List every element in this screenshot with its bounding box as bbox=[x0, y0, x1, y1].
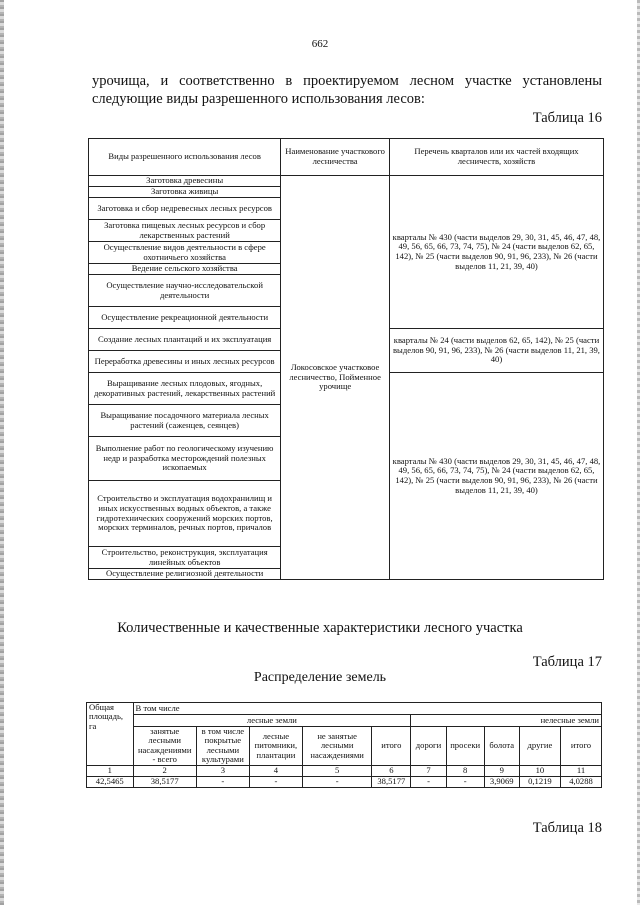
value-cell: - bbox=[446, 776, 484, 787]
use-cell: Выращивание посадочного материала лесных растений (саженцев, сеянцев) bbox=[89, 405, 281, 437]
use-cell: Осуществление рекреационной деятельности bbox=[89, 307, 281, 329]
forestry-cell: Локосовское участковое лесничество, Пойменное урочище bbox=[281, 176, 390, 580]
use-cell: Заготовка и сбор недревесных лесных ресурсов bbox=[89, 198, 281, 220]
table-header-row bbox=[87, 703, 602, 715]
column-number: 10 bbox=[519, 765, 560, 776]
column-header: занятые лесными насаждениями - всего bbox=[133, 727, 196, 766]
value-cell: - bbox=[302, 776, 371, 787]
column-number: 11 bbox=[561, 765, 602, 776]
use-cell: Заготовка пищевых лесных ресурсов и сбор лекарственных растений bbox=[89, 220, 281, 242]
table-header-row bbox=[89, 139, 604, 176]
table-row bbox=[87, 765, 602, 776]
quarters-cell-1: кварталы № 430 (части выделов 29, 30, 31, 45, 46, 47, 48, 49, 56, 65, 66, 73, 74, 75), № 24 (части выделов 62, 65, 142), № 25 (части выделов 90, 91, 96, 233), № 26 (части выделов 11, 21, 39, 40) bbox=[389, 176, 603, 329]
value-cell: - bbox=[196, 776, 249, 787]
column-header: болота bbox=[484, 727, 519, 766]
land-distribution-table bbox=[86, 702, 602, 788]
quarters-cell-2: кварталы № 24 (части выделов 62, 65, 142), № 25 (части выделов 90, 91, 96, 233), № 26 (части выделов 11, 21, 39, 40) bbox=[389, 329, 603, 373]
use-cell: Переработка древесины и иных лесных ресурсов bbox=[89, 351, 281, 373]
column-number: 5 bbox=[302, 765, 371, 776]
use-cell: Заготовка древесины bbox=[89, 176, 281, 187]
intro-paragraph: урочища, и соответственно в проектируемом лесном участке установлены следующие виды разрешенного использования лесов: bbox=[92, 73, 602, 107]
column-header: просеки bbox=[446, 727, 484, 766]
use-cell: Осуществление религиозной деятельности bbox=[89, 569, 281, 580]
table18-caption: Таблица 18 bbox=[532, 820, 602, 836]
table16-caption: Таблица 16 bbox=[532, 110, 602, 126]
column-number: 4 bbox=[249, 765, 302, 776]
use-cell: Заготовка живицы bbox=[89, 187, 281, 198]
header-forestry: Наименование участкового лесничества bbox=[281, 139, 390, 176]
table17-title: Распределение земель bbox=[253, 670, 387, 685]
column-number: 8 bbox=[446, 765, 484, 776]
column-header: лесные питомники, плантации bbox=[249, 727, 302, 766]
section-heading: Количественные и качественные характеристики лесного участка bbox=[117, 620, 523, 636]
use-cell: Осуществление видов деятельности в сфере охотничьего хозяйства bbox=[89, 242, 281, 264]
scan-edge-left bbox=[0, 0, 4, 905]
column-header: итого bbox=[372, 727, 411, 766]
use-cell: Выполнение работ по геологическому изучению недр и разработка месторождений полезных ископаемых bbox=[89, 437, 281, 481]
value-cell: 42,5465 bbox=[87, 776, 134, 787]
table-header-row bbox=[87, 715, 602, 727]
use-cell: Выращивание лесных плодовых, ягодных, декоративных растений, лекарственных растений bbox=[89, 373, 281, 405]
column-number: 1 bbox=[87, 765, 134, 776]
table-row bbox=[87, 776, 602, 787]
value-cell: 38,5177 bbox=[372, 776, 411, 787]
header-nonforest-lands: нелесные земли bbox=[411, 715, 602, 727]
value-cell: 0,1219 bbox=[519, 776, 560, 787]
table-header-row bbox=[87, 727, 602, 766]
header-uses: Виды разрешенного использования лесов bbox=[89, 139, 281, 176]
permitted-uses-table bbox=[88, 138, 604, 580]
use-cell: Строительство и эксплуатация водохранилищ и иных искусственных водных объектов, а также гидротехнических сооружений морских портов, морских терминалов, речных портов, причалов bbox=[89, 481, 281, 547]
header-quarters: Перечень кварталов или их частей входящих лесничеств, хозяйств bbox=[389, 139, 603, 176]
column-header: не занятые лесными насаждениями bbox=[302, 727, 371, 766]
page-number: 662 bbox=[311, 38, 329, 50]
value-cell: - bbox=[411, 776, 446, 787]
column-header: другие bbox=[519, 727, 560, 766]
quarters-cell-3: кварталы № 430 (части выделов 29, 30, 31, 45, 46, 47, 48, 49, 56, 65, 66, 73, 74, 75), № 24 (части выделов 62, 65, 142), № 25 (части выделов 90, 91, 96, 233), № 26 (части выделов 11, 21, 39, 40) bbox=[389, 373, 603, 580]
column-header: итого bbox=[561, 727, 602, 766]
column-number: 3 bbox=[196, 765, 249, 776]
use-cell: Осуществление научно-исследовательской деятельности bbox=[89, 275, 281, 307]
use-cell: Строительство, реконструкция, эксплуатация линейных объектов bbox=[89, 547, 281, 569]
column-number: 7 bbox=[411, 765, 446, 776]
value-cell: 3,9069 bbox=[484, 776, 519, 787]
value-cell: 4,0288 bbox=[561, 776, 602, 787]
column-header: дороги bbox=[411, 727, 446, 766]
value-cell: 38,5177 bbox=[133, 776, 196, 787]
use-cell: Создание лесных плантаций и их эксплуатация bbox=[89, 329, 281, 351]
column-number: 6 bbox=[372, 765, 411, 776]
header-forest-lands: лесные земли bbox=[133, 715, 411, 727]
column-number: 9 bbox=[484, 765, 519, 776]
value-cell: - bbox=[249, 776, 302, 787]
column-header: в том числе покрытые лесными культурами bbox=[196, 727, 249, 766]
table17-caption: Таблица 17 bbox=[532, 654, 602, 670]
header-total-area: Общая площадь, га bbox=[87, 703, 134, 766]
header-including: В том числе bbox=[133, 703, 601, 715]
use-cell: Ведение сельского хозяйства bbox=[89, 264, 281, 275]
table-row bbox=[89, 176, 604, 187]
column-number: 2 bbox=[133, 765, 196, 776]
